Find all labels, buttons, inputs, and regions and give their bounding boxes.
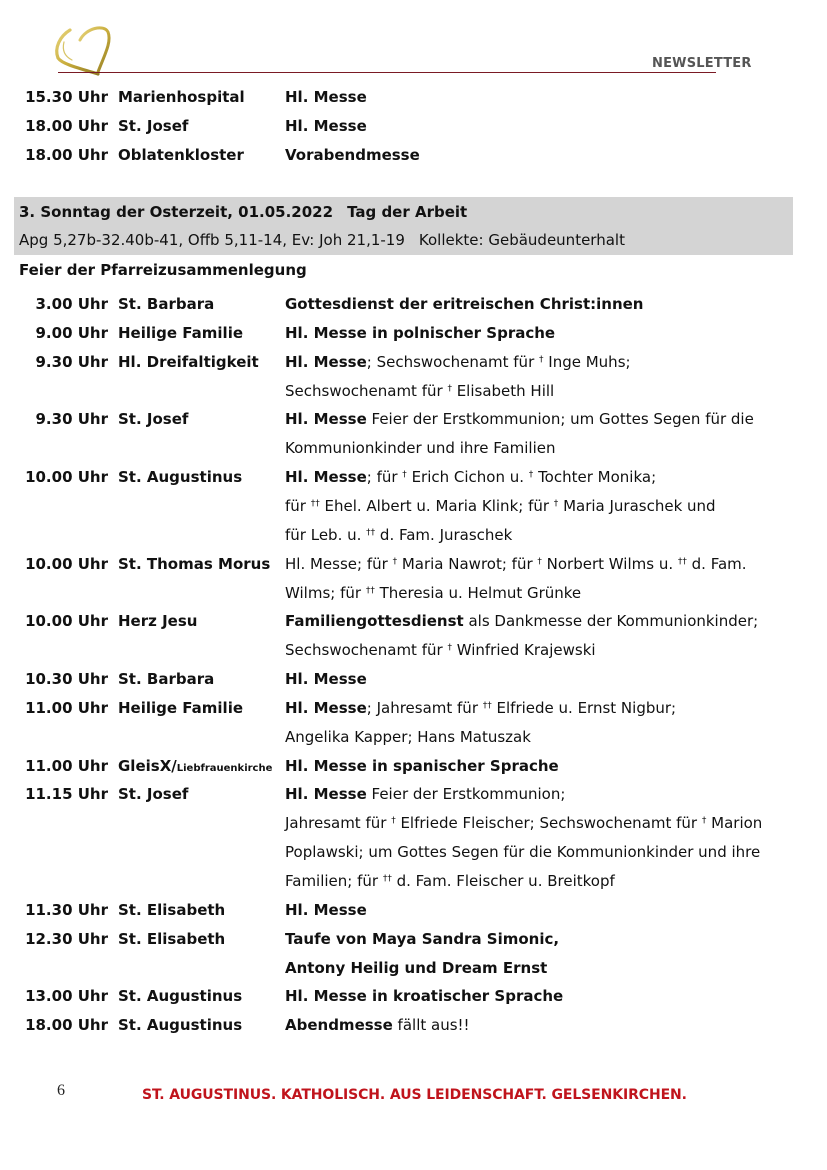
entry-location-name: Hl. Dreifaltigkeit xyxy=(118,352,259,371)
entry-service: Hl. Messe xyxy=(285,88,367,106)
schedule-row-continuation xyxy=(0,521,827,550)
schedule-row xyxy=(0,405,827,434)
entry-time: 9.30 Uhr xyxy=(35,410,108,429)
entry-description xyxy=(285,694,676,723)
schedule-row-continuation xyxy=(0,636,827,665)
entry-description xyxy=(285,492,716,521)
entry-intention: Ehel. Albert u. Maria Klink; für xyxy=(319,496,554,515)
entry-time: 11.00 Uhr xyxy=(25,756,108,775)
golden-heart-icon xyxy=(52,24,114,76)
newsletter-label: NEWSLETTER xyxy=(652,56,752,71)
entry-time: 9.30 Uhr xyxy=(35,352,108,371)
entry-intention: d. Fam. Juraschek xyxy=(375,525,513,544)
entry-location-name: Herz Jesu xyxy=(118,612,198,631)
entry-time: 12.30 Uhr xyxy=(25,929,108,948)
entry-location xyxy=(118,348,259,377)
entry-description xyxy=(285,290,643,319)
entry-time: 10.00 Uhr xyxy=(25,468,108,487)
cross-symbol: † xyxy=(392,556,398,567)
entry-location-name: St. Augustinus xyxy=(118,987,243,1006)
entry-description xyxy=(285,636,596,665)
schedule-row-continuation xyxy=(0,579,827,608)
entry-description xyxy=(285,405,754,434)
footer-slogan: ST. AUGUSTINUS. KATHOLISCH. AUS LEIDENSCHAFT. GELSENKIRCHEN. xyxy=(142,1087,687,1103)
entry-intention: Elfriede u. Ernst Nigbur; xyxy=(491,698,677,717)
entry-location-name: Heilige Familie xyxy=(118,323,244,342)
entry-intention: Feier der Erstkommunion; um Gottes Segen für die xyxy=(366,410,754,429)
entry-description xyxy=(285,665,367,694)
entry-description xyxy=(285,377,554,406)
entry-intention: Theresia u. Helmut Grünke xyxy=(374,583,582,602)
cross-symbol: † xyxy=(553,498,559,509)
entry-description xyxy=(285,112,367,141)
entry-time: 10.30 Uhr xyxy=(25,670,108,689)
entry-description xyxy=(285,463,656,492)
entry-intention: Erich Cichon u. xyxy=(406,468,529,487)
entry-location xyxy=(118,752,272,783)
entry-intention: Maria Nawrot; für xyxy=(397,554,538,573)
cross-symbol: † xyxy=(537,556,542,567)
day-title: 3. Sonntag der Osterzeit, 01.05.2022 xyxy=(19,203,334,221)
day-collection: Kollekte: Gebäudeunterhalt xyxy=(418,231,625,249)
day-title-line xyxy=(19,199,467,226)
entry-intention: Winfried Krajewski xyxy=(451,641,596,660)
entry-description xyxy=(285,434,556,463)
entry-location-name: St. Barbara xyxy=(118,295,215,313)
entry-intention: Jahresamt für xyxy=(285,814,392,833)
entry-intention: Elisabeth Hill xyxy=(451,381,555,400)
entry-location xyxy=(118,665,214,694)
entry-intention: Sechswochenamt für xyxy=(285,641,448,660)
entry-intention: d. Fam. Fleischer u. Breitkopf xyxy=(391,872,615,890)
entry-location xyxy=(118,1011,242,1040)
entry-time: 11.30 Uhr xyxy=(25,900,108,919)
schedule-row xyxy=(0,665,827,694)
entry-location xyxy=(118,290,214,319)
entry-time: 11.15 Uhr xyxy=(25,785,108,804)
schedule-row xyxy=(0,141,827,170)
schedule-row xyxy=(0,752,827,781)
entry-time: 10.00 Uhr xyxy=(25,612,108,631)
schedule-row-continuation xyxy=(0,838,827,867)
entry-time: 10.00 Uhr xyxy=(25,554,108,573)
entry-description xyxy=(285,348,631,377)
entry-location-name: St. Elisabeth xyxy=(118,929,226,948)
cross-symbol: †† xyxy=(366,527,376,538)
entry-time: 3.00 Uhr xyxy=(35,295,108,313)
schedule-row-continuation xyxy=(0,723,827,752)
entry-intention: Marion xyxy=(706,814,763,833)
entry-location-name: Oblatenkloster xyxy=(118,146,244,164)
entry-description xyxy=(285,780,565,809)
page-number: 6 xyxy=(57,1082,65,1099)
entry-description xyxy=(285,982,563,1011)
schedule-row xyxy=(0,607,827,636)
entry-service: Abendmesse xyxy=(285,1016,393,1035)
entry-time: 18.00 Uhr xyxy=(25,117,108,135)
entry-description xyxy=(285,607,758,636)
entry-intention: ; Jahresamt für xyxy=(366,698,483,717)
entry-intention: Elfriede Fleischer; Sechswochenamt für xyxy=(395,814,702,833)
entry-location xyxy=(118,405,188,434)
entry-service: Familiengottesdienst xyxy=(285,612,464,631)
entry-service: Hl. Messe xyxy=(285,698,367,717)
entry-description xyxy=(285,83,367,112)
cross-symbol: † xyxy=(539,354,544,365)
entry-intention: Angelika Kapper; Hans Matuszak xyxy=(285,727,531,746)
entry-location-name: Heilige Familie xyxy=(118,698,244,717)
schedule-row xyxy=(0,982,827,1011)
entry-intention: Kommunionkinder und ihre Familien xyxy=(285,439,556,458)
entry-intention: Wilms; für xyxy=(285,583,366,602)
schedule-row xyxy=(0,463,827,492)
entry-location-name: St. Josef xyxy=(118,117,189,135)
entry-description xyxy=(285,838,760,867)
entry-service: Hl. Messe xyxy=(285,785,367,804)
entry-description xyxy=(285,752,559,781)
schedule-row xyxy=(0,112,827,141)
cross-symbol: † xyxy=(528,470,534,481)
entry-intention: als Dankmesse der Kommunionkinder; xyxy=(463,612,759,631)
entry-intention: fällt aus!! xyxy=(392,1016,470,1035)
entry-description xyxy=(285,319,555,348)
entry-description xyxy=(285,954,547,983)
schedule-row xyxy=(0,1011,827,1040)
entry-location xyxy=(118,112,188,141)
cross-symbol: † xyxy=(701,816,707,827)
entry-intention: für xyxy=(285,496,311,515)
schedule-row-continuation xyxy=(0,377,827,406)
entry-time: 13.00 Uhr xyxy=(25,987,108,1006)
entry-intention: Familien; für xyxy=(285,872,383,890)
entry-intention: Hl. Messe; für xyxy=(285,554,393,573)
entry-service: Hl. Messe in spanischer Sprache xyxy=(285,756,559,775)
entry-description xyxy=(285,896,367,925)
entry-service: Antony Heilig und Dream Ernst xyxy=(285,958,548,977)
schedule-row xyxy=(0,694,827,723)
entry-service: Vorabendmesse xyxy=(285,146,420,164)
entry-location-name: St. Josef xyxy=(118,785,189,804)
entry-location xyxy=(118,463,242,492)
cross-symbol: † xyxy=(402,470,407,481)
entry-location-name: St. Thomas Morus xyxy=(118,554,271,573)
entry-description xyxy=(285,809,762,838)
entry-location xyxy=(118,896,225,925)
entry-service: Hl. Messe xyxy=(285,670,367,689)
cross-symbol: †† xyxy=(482,700,492,711)
schedule-row-continuation xyxy=(0,954,827,983)
entry-description xyxy=(285,141,420,170)
day-readings: Apg 5,27b-32.40b-41, Offb 5,11-14, Ev: Joh 21,1-19 xyxy=(19,231,405,249)
entry-location-name: St. Barbara xyxy=(118,670,215,689)
entry-intention: für Leb. u. xyxy=(285,525,367,544)
entry-location-name: St. Elisabeth xyxy=(118,900,226,919)
entry-location xyxy=(118,982,242,1011)
entry-service: Hl. Messe xyxy=(285,410,367,429)
schedule-row xyxy=(0,550,827,579)
entry-intention: ; für xyxy=(366,468,403,487)
schedule-row-continuation xyxy=(0,434,827,463)
cross-symbol: †† xyxy=(382,874,392,884)
entry-location-name: St. Josef xyxy=(118,410,189,429)
entry-description xyxy=(285,579,581,608)
cross-symbol: † xyxy=(447,643,452,654)
subheading: Feier der Pfarreizusammenlegung xyxy=(19,261,307,279)
schedule-row xyxy=(0,925,827,954)
entry-description xyxy=(285,925,559,954)
entry-service: Gottesdienst der eritreischen Christ:innen xyxy=(285,295,644,313)
entry-intention: Feier der Erstkommunion; xyxy=(366,785,566,804)
entry-service: Hl. Messe xyxy=(285,352,367,371)
entry-description xyxy=(285,521,512,550)
entry-description xyxy=(285,550,747,579)
entry-service: Hl. Messe xyxy=(285,468,367,487)
entry-intention: Maria Juraschek und xyxy=(558,496,716,515)
entry-location xyxy=(118,925,225,954)
entry-location xyxy=(118,550,270,579)
entry-location xyxy=(118,83,245,112)
entry-service: Hl. Messe xyxy=(285,117,367,135)
entry-description xyxy=(285,723,531,752)
entry-location-name: St. Augustinus xyxy=(118,1016,243,1035)
entry-intention: d. Fam. xyxy=(686,554,747,573)
entry-location xyxy=(118,141,244,170)
cross-symbol: †† xyxy=(310,498,320,509)
cross-symbol: † xyxy=(391,816,396,827)
entry-location-name: St. Augustinus xyxy=(118,468,243,487)
entry-time: 18.00 Uhr xyxy=(25,1016,108,1035)
day-title-extra: Tag der Arbeit xyxy=(347,203,468,221)
header-rule xyxy=(58,72,716,73)
entry-intention: Poplawski; um Gottes Segen für die Kommunionkinder und ihre xyxy=(285,843,761,862)
entry-description xyxy=(285,1011,470,1040)
schedule-row-continuation xyxy=(0,492,827,521)
cross-symbol: †† xyxy=(677,556,687,567)
entry-intention: Inge Muhs; xyxy=(543,352,631,371)
schedule-row xyxy=(0,83,827,112)
schedule-row xyxy=(0,896,827,925)
entry-time: 18.00 Uhr xyxy=(25,146,108,164)
day-readings-line xyxy=(19,227,625,254)
entry-service: Hl. Messe in kroatischer Sprache xyxy=(285,987,564,1006)
entry-intention: ; Sechswochenamt für xyxy=(366,352,540,371)
entry-time: 15.30 Uhr xyxy=(25,88,108,106)
entry-service: Taufe von Maya Sandra Simonic, xyxy=(285,929,560,948)
schedule-row-continuation xyxy=(0,809,827,838)
entry-location-name: GleisX/ xyxy=(118,756,177,775)
schedule-row-continuation xyxy=(0,867,827,896)
entry-intention: Norbert Wilms u. xyxy=(541,554,678,573)
entry-time: 9.00 Uhr xyxy=(35,323,108,342)
entry-intention: Tochter Monika; xyxy=(533,468,657,487)
schedule-row xyxy=(0,319,827,348)
schedule-row xyxy=(0,348,827,377)
entry-location xyxy=(118,319,243,348)
cross-symbol: †† xyxy=(365,585,375,596)
entry-location-detail: Liebfrauenkirche xyxy=(176,762,273,774)
schedule-row xyxy=(0,780,827,809)
entry-service: Hl. Messe xyxy=(285,900,367,919)
entry-description xyxy=(285,867,615,896)
entry-location xyxy=(118,780,188,809)
entry-location-name: Marienhospital xyxy=(118,88,245,106)
entry-intention: Sechswochenamt für xyxy=(285,381,448,400)
cross-symbol: † xyxy=(447,383,452,394)
entry-time: 11.00 Uhr xyxy=(25,698,108,717)
entry-location xyxy=(118,694,243,723)
entry-location xyxy=(118,607,197,636)
schedule-row xyxy=(0,290,827,319)
entry-service: Hl. Messe in polnischer Sprache xyxy=(285,323,556,342)
